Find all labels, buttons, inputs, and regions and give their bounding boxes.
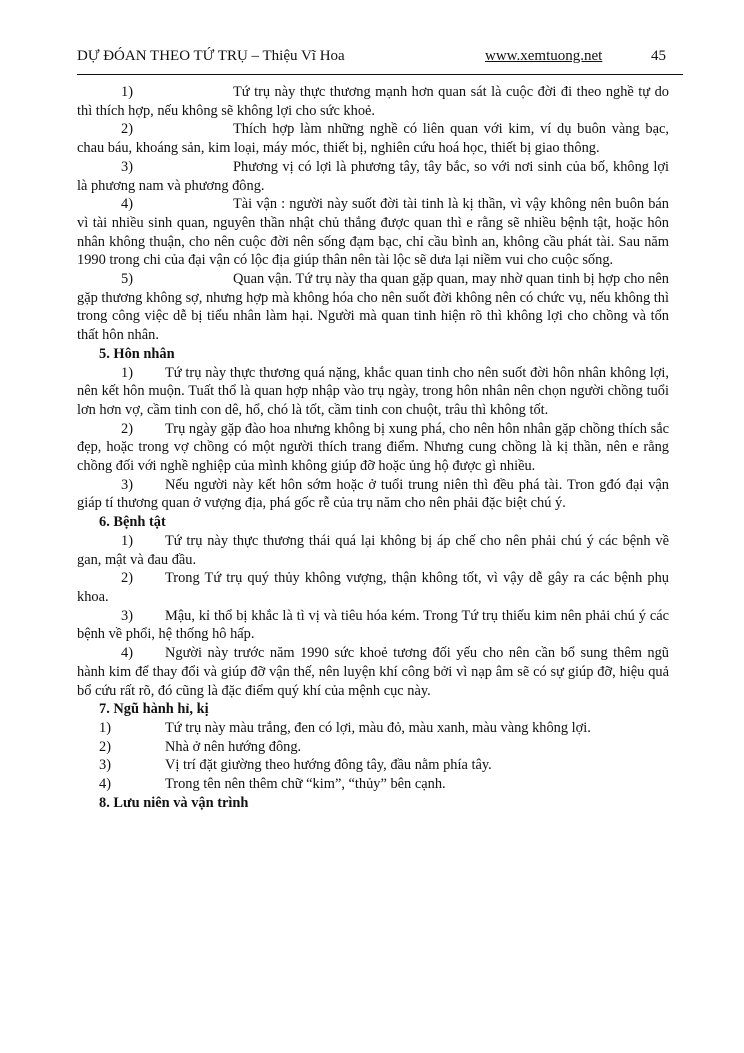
- item-number: 4): [99, 776, 111, 793]
- item-number: 2): [121, 570, 133, 587]
- item-number: 1): [121, 84, 133, 100]
- item-text: Trong Tứ trụ quý thủy không vượng, thận không tốt, vì vậy dễ gây ra các bệnh phụ khoa.: [77, 570, 669, 605]
- career-item: [77, 195, 669, 270]
- website-link[interactable]: www.xemtuong.net: [485, 48, 603, 64]
- item-number: 2): [121, 121, 133, 138]
- illness-item: [77, 532, 669, 569]
- document-title: DỰ ĐÓAN THEO TỨ TRỤ – Thiệu Vĩ Hoa: [77, 48, 345, 64]
- illness-item: [77, 607, 669, 644]
- item-number: 3): [99, 757, 111, 774]
- section-heading-illness: 6. Bệnh tật: [99, 514, 166, 531]
- item-number: 1): [99, 719, 111, 736]
- career-item: [77, 83, 669, 120]
- career-item: [77, 158, 669, 195]
- item-text: Tài vận : người này suốt đời tài tinh là kị thần, vì vậy không nên buôn bán vì tài nhiều sinh quan, nguyên thần nhật chủ thắng được quan thì e rằng sẽ nhiều bệnh tật, hoặc hôn nhân không thuận, cho nên cuộc đời nên sống đạm bạc, chỉ cầu bình an, không cầu phát tài. Sau năm 1990 trong chi của đại vận có lộc địa giúp thân nên tài lộc sẽ dưa lại niềm vui cho cuộc sống.: [77, 196, 669, 269]
- item-number: 2): [121, 420, 133, 437]
- item-text: Phương vị có lợi là phương tây, tây bắc, so với nơi sinh của bố, không lợi là phương nam và phương đông.: [77, 158, 669, 194]
- item-text: Nếu người này kết hôn sớm hoặc ở tuổi trung niên thì đều phá tài. Tron gđó đại vận giáp tí thương quan ở vượng địa, phá gốc rễ của trụ năm cho nên phải đặc biệt chú ý.: [77, 476, 669, 512]
- item-text: Tứ trụ này màu trắng, đen có lợi, màu đỏ, màu xanh, màu vàng không lợi.: [165, 719, 591, 736]
- item-number: 3): [121, 607, 133, 624]
- career-item: [77, 270, 669, 345]
- item-text: Trụ ngày gặp đào hoa nhưng không bị xung phá, cho nên hôn nhân gặp chồng thích sắc đẹp, hoặc trong vợ chồng có một người thích trang điểm. Nhưng cung chồng là kị thần, nên e rằng chồng đối với nghề nghiệp của mình không giúp đỡ hoặc ủng hộ được gì nhiều.: [77, 420, 669, 475]
- item-number: 4): [121, 196, 133, 213]
- item-text: Tứ trụ này thực thương quá nặng, khắc quan tinh cho nên suốt đời hôn nhân không lợi, nên kết hôn muộn. Tuất thổ là quan hợp nhập vào trụ ngày, trong hôn nhân nên chọn người chồng tuổi lơn hơn vợ, cầm tinh con dê, hổ, chó là tốt, cầm tinh con chuột, trâu thì không tốt.: [77, 364, 669, 418]
- item-number: 3): [121, 158, 133, 175]
- illness-item: [77, 644, 669, 700]
- item-number: 4): [121, 645, 133, 662]
- header-divider: [77, 74, 683, 75]
- marriage-item: [77, 476, 669, 513]
- item-text: Người này trước năm 1990 sức khoẻ tương đối yếu cho nên cần bổ sung thêm ngũ hành kim để thay đổi và giúp đỡ vận thế, nên luyện khí công bởi vì nạp âm sẽ có sự giúp đỡ, hiệu quả bổ cứu rất rõ, đó cũng là đặc điểm quý khí của mệnh cục này.: [77, 645, 669, 699]
- page-content: [77, 83, 669, 812]
- elements-item: [77, 738, 669, 757]
- item-number: 1): [121, 364, 133, 381]
- marriage-item: [77, 420, 669, 476]
- item-number: 3): [121, 476, 133, 493]
- item-text: Mậu, kỉ thổ bị khắc là tì vị và tiêu hóa kém. Trong Tứ trụ thiếu kim nên phải chú ý các bệnh về phổi, hệ thống hô hấp.: [77, 607, 669, 643]
- item-text: Quan vận. Tứ trụ này tha quan gặp quan, may nhờ quan tinh bị hợp cho nên gặp thương không sợ, nhưng hợp mà không hóa cho nên suốt đời không nên có chức vụ, nếu không thì trong công việc dễ bị tiểu nhân làm hại. Người mà quan tinh hiện rõ thì không lợi cho chồng và tổn thất hôn nhân.: [77, 271, 669, 344]
- item-text: Thích hợp làm những nghề có liên quan với kim, ví dụ buôn vàng bạc, chau báu, khoáng sản, kim loại, máy móc, thiết bị, nghiên cứu hoá học, thiết bị giao thông.: [77, 121, 669, 157]
- item-number: 1): [121, 532, 133, 549]
- item-text: Vị trí đặt giường theo hướng đông tây, đầu nằm phía tây.: [165, 757, 492, 774]
- elements-item: [77, 719, 669, 738]
- item-text: Nhà ở nên hướng đông.: [165, 738, 302, 755]
- page-header: [77, 46, 669, 68]
- section-heading-elements: 7. Ngũ hành hỉ, kị: [99, 701, 209, 718]
- item-text: Tứ trụ này thực thương thái quá lại không bị áp chế cho nên phải chú ý các bệnh về gan, mật và đau đầu.: [77, 532, 669, 568]
- item-text: Tứ trụ này thực thương mạnh hơn quan sát là cuộc đời đi theo nghề tự do thì thích hợp, nếu không sẽ không lợi cho sức khoẻ.: [77, 84, 669, 119]
- section-heading-marriage: 5. Hôn nhân: [99, 345, 175, 362]
- career-item: [77, 120, 669, 157]
- item-number: 2): [99, 738, 111, 755]
- page-number: 45: [651, 48, 666, 64]
- elements-item: [77, 756, 669, 775]
- elements-item: [77, 775, 669, 794]
- section-heading-fortune: 8. Lưu niên và vận trình: [99, 794, 249, 811]
- item-text: Trong tên nên thêm chữ “kim”, “thủy” bên cạnh.: [165, 776, 446, 793]
- marriage-item: [77, 364, 669, 420]
- item-number: 5): [121, 271, 133, 288]
- illness-item: [77, 569, 669, 606]
